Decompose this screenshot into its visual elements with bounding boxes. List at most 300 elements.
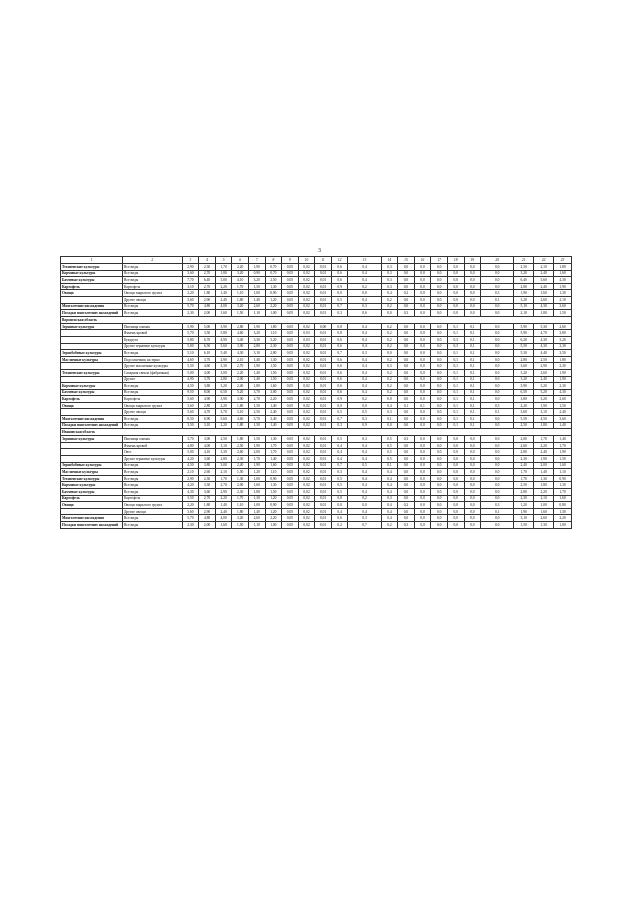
value-cell: 1,70 [554,442,572,449]
value-cell: 0,05 [282,330,299,337]
value-cell: 4,50 [182,462,199,469]
value-cell: 0,0 [447,283,464,290]
crop-variety-cell: Все виды [122,475,182,482]
value-cell: 2,70 [199,495,216,502]
value-cell: 0,0 [464,296,481,303]
value-cell: 1,80 [199,290,216,297]
value-cell: 0,0 [414,350,431,357]
value-cell: 2,50 [534,356,554,363]
crop-variety-cell: Овощи закрытого грунта [122,290,182,297]
value-cell: 3,60 [182,402,199,409]
value-cell: 0,0 [431,323,448,330]
value-cell: 0,0 [481,383,514,390]
table-row [61,508,572,515]
value-cell: 5,80 [182,336,199,343]
table-row [61,323,572,330]
value-cell: 1,70 [514,469,534,476]
value-cell: 0,0 [398,409,415,416]
value-cell: 2,40 [215,296,232,303]
value-cell: 2,20 [265,515,282,522]
value-cell: 0,1 [464,363,481,370]
value-cell: 0,2 [381,521,398,528]
value-cell: 0,01 [315,402,332,409]
value-cell: 0,0 [481,462,514,469]
table-row [61,409,572,416]
value-cell: 2,60 [248,515,265,522]
value-cell: 4,90 [199,396,216,403]
value-cell: 1,80 [232,436,249,443]
value-cell: 0,2 [398,290,415,297]
value-cell: 0,5 [381,442,398,449]
value-cell: 0,05 [282,270,299,277]
value-cell: 1,40 [248,508,265,515]
value-cell: 2,90 [182,475,199,482]
value-cell: 0,6 [331,270,348,277]
value-cell: 0,0 [481,456,514,463]
value-cell: 0,2 [381,343,398,350]
value-cell: 0,0 [398,469,415,476]
value-cell: 2,60 [534,369,554,376]
table-row [61,383,572,390]
value-cell: 0,2 [381,296,398,303]
value-cell: 3,80 [554,330,572,337]
value-cell: 2,80 [199,402,216,409]
value-cell: 0,0 [381,350,398,357]
region-row [61,429,572,436]
value-cell: 1,80 [534,310,554,317]
value-cell: 1,00 [248,475,265,482]
value-cell: 3,70 [215,409,232,416]
table-row [61,442,572,449]
value-cell: 0,0 [398,389,415,396]
value-cell: 0,0 [481,436,514,443]
value-cell: 0,02 [298,369,315,376]
value-cell: 0,0 [398,323,415,330]
value-cell: 1,90 [554,283,572,290]
value-cell: 0,0 [398,330,415,337]
value-cell: 0,02 [298,290,315,297]
value-cell: 2,20 [534,489,554,496]
value-cell: 0,4 [331,456,348,463]
value-cell: 1,30 [265,356,282,363]
value-cell: 0,05 [282,495,299,502]
value-cell: 0,05 [282,277,299,284]
value-cell: 0,0 [431,343,448,350]
value-cell: 6,40 [199,277,216,284]
value-cell: 0,0 [381,396,398,403]
value-cell: 2,10 [215,469,232,476]
crop-group-cell: Многолетние насаждения [61,515,123,522]
value-cell: 5,60 [182,396,199,403]
value-cell: 1,10 [232,502,249,509]
crop-group-cell: Зерновые культуры [61,436,123,443]
crop-group-cell [61,456,123,463]
value-cell: 1,50 [265,369,282,376]
value-cell: 0,05 [282,482,299,489]
value-cell: 1,00 [534,502,554,509]
value-cell: 9,50 [182,389,199,396]
value-cell: 0,8 [331,495,348,502]
value-cell: 1,50 [232,310,249,317]
value-cell: 0,05 [282,343,299,350]
value-cell: 4,00 [199,442,216,449]
value-cell: 1,80 [232,508,249,515]
value-cell: 2,80 [232,323,249,330]
value-cell: 0,0 [398,515,415,522]
value-cell: 1,10 [265,330,282,337]
table-row [61,521,572,528]
value-cell: 0,0 [431,508,448,515]
value-cell: 0,0 [414,449,431,456]
value-cell: 0,0 [414,270,431,277]
value-cell: 0,2 [348,396,381,403]
value-cell: 0,2 [381,303,398,310]
value-cell: 0,0 [447,508,464,515]
value-cell: 3,30 [554,343,572,350]
value-cell: 0,01 [315,436,332,443]
table-row [61,502,572,509]
value-cell: 0,3 [447,343,464,350]
value-cell: 0,05 [282,283,299,290]
value-cell: 0,05 [282,336,299,343]
value-cell: 0,0 [414,521,431,528]
value-cell: 0,5 [481,402,514,409]
value-cell: 0,0 [398,422,415,429]
value-cell: 3,50 [182,495,199,502]
value-cell: 0,4 [348,475,381,482]
table-row [61,456,572,463]
value-cell: 3,60 [514,363,534,370]
value-cell: 1,80 [232,422,249,429]
value-cell: 6,50 [215,389,232,396]
value-cell: 0,0 [481,475,514,482]
crop-variety-cell: Другие зерновые культуры [122,343,182,350]
value-cell: 0,0 [481,376,514,383]
value-cell: 2,80 [215,376,232,383]
value-cell: 5,00 [199,323,216,330]
value-cell: 0,1 [464,383,481,390]
value-cell: 0,00 [315,323,332,330]
value-cell: 0,0 [464,502,481,509]
value-cell: 6,50 [199,343,216,350]
value-cell: 0,4 [381,515,398,522]
crop-variety-cell: Картофель [122,396,182,403]
value-cell: 5,30 [534,323,554,330]
value-cell: 0,4 [348,469,381,476]
value-cell: 1,80 [232,296,249,303]
value-cell: 0,0 [431,409,448,416]
value-cell: 0,1 [447,363,464,370]
crop-group-cell: Кормовые культуры [61,270,123,277]
value-cell: 0,1 [447,330,464,337]
value-cell: 3,40 [265,416,282,423]
value-cell: 0,0 [481,283,514,290]
value-cell: 0,5 [331,436,348,443]
crop-variety-cell: Все виды [122,270,182,277]
value-cell: 0,6 [331,336,348,343]
value-cell: 1,90 [554,449,572,456]
value-cell: 0,0 [464,469,481,476]
table-row [61,336,572,343]
value-cell: 0,90 [265,290,282,297]
value-cell: 0,6 [348,310,381,317]
value-cell: 0,0 [414,363,431,370]
value-cell: 0,05 [282,363,299,370]
value-cell: 0,02 [298,270,315,277]
value-cell: 1,40 [215,290,232,297]
value-cell: 0,0 [398,475,415,482]
crop-variety-cell: Другие [122,376,182,383]
crop-group-cell: Кормовые культуры [61,482,123,489]
value-cell: 2,20 [232,369,249,376]
value-cell: 1,90 [248,442,265,449]
value-cell: 0,0 [481,482,514,489]
value-cell: 0,0 [414,264,431,271]
value-cell: 0,05 [282,469,299,476]
value-cell: 0,5 [331,296,348,303]
value-cell: 0,5 [331,489,348,496]
value-cell: 0,1 [464,369,481,376]
value-cell: 1,40 [265,456,282,463]
value-cell: 0,0 [481,363,514,370]
value-cell: 0,0 [381,310,398,317]
value-cell: 0,05 [282,521,299,528]
value-cell: 0,0 [431,449,448,456]
value-cell: 1,30 [232,475,249,482]
value-cell: 0,0 [431,277,448,284]
value-cell: 0,7 [348,521,381,528]
value-cell: 0,3 [381,363,398,370]
value-cell: 5,70 [182,515,199,522]
value-cell: 7,70 [182,277,199,284]
value-cell: 0,0 [481,489,514,496]
value-cell: 0,02 [298,462,315,469]
value-cell: 5,10 [182,350,199,357]
value-cell: 0,02 [298,350,315,357]
value-cell: 4,90 [215,336,232,343]
value-cell: 0,0 [431,515,448,522]
region-name: Воронежская область [61,316,572,323]
value-cell: 0,4 [348,330,381,337]
value-cell: 1,50 [554,402,572,409]
value-cell: 2,10 [514,310,534,317]
table-row [61,350,572,357]
value-cell: 0,02 [298,489,315,496]
value-cell: 0,0 [414,416,431,423]
value-cell: 5,30 [514,350,534,357]
value-cell: 4,70 [199,409,216,416]
table-row [61,495,572,502]
crop-variety-cell: Пшеница озимая [122,323,182,330]
value-cell: 0,0 [398,336,415,343]
value-cell: 5,50 [182,363,199,370]
value-cell: 3,80 [199,383,216,390]
value-cell: 0,02 [298,389,315,396]
value-cell: 6,40 [514,277,534,284]
value-cell: 1,80 [248,489,265,496]
column-number: 4 [199,257,216,264]
value-cell: 3,60 [182,270,199,277]
value-cell: 0,05 [282,310,299,317]
value-cell: 0,3 [348,436,381,443]
value-cell: 2,20 [554,515,572,522]
value-cell: 4,30 [554,277,572,284]
value-cell: 1,90 [554,376,572,383]
value-cell: 5,50 [514,343,534,350]
value-cell: 0,3 [398,436,415,443]
value-cell: 0,3 [348,416,381,423]
value-cell: 1,80 [199,502,216,509]
value-cell: 1,60 [534,290,554,297]
value-cell: 1,70 [215,264,232,271]
value-cell: 2,20 [534,442,554,449]
crop-group-cell: Овощи [61,402,123,409]
value-cell: 1,50 [248,402,265,409]
value-cell: 2,30 [554,363,572,370]
value-cell: 1,40 [248,296,265,303]
value-cell: 0,4 [381,502,398,509]
value-cell: 0,01 [315,442,332,449]
column-number: 14 [381,257,398,264]
value-cell: 0,05 [282,323,299,330]
value-cell: 1,00 [248,290,265,297]
value-cell: 1,90 [554,369,572,376]
value-cell: 3,70 [248,389,265,396]
value-cell: 0,0 [398,416,415,423]
value-cell: 0,2 [381,376,398,383]
value-cell: 0,02 [298,356,315,363]
crop-variety-cell: Все виды [122,521,182,528]
value-cell: 1,40 [554,422,572,429]
value-cell: 2,60 [248,303,265,310]
value-cell: 1,50 [248,283,265,290]
value-cell: 0,0 [447,456,464,463]
value-cell: 1,10 [554,469,572,476]
crop-group-cell: Бахчевые культуры [61,389,123,396]
value-cell: 2,20 [182,502,199,509]
value-cell: 3,20 [514,270,534,277]
crop-variety-cell: Сахарная свекла (фабричная) [122,369,182,376]
value-cell: 0,5 [331,409,348,416]
crop-variety-cell: Все виды [122,277,182,284]
value-cell: 0,4 [381,402,398,409]
value-cell: 3,60 [554,303,572,310]
value-cell: 0,02 [298,482,315,489]
value-cell: 0,4 [381,482,398,489]
value-cell: 0,0 [398,264,415,271]
value-cell: 0,0 [348,502,381,509]
value-cell: 0,4 [331,508,348,515]
value-cell: 0,4 [348,508,381,515]
value-cell: 0,0 [331,290,348,297]
column-number: 21 [514,257,534,264]
value-cell: 0,01 [315,356,332,363]
value-cell: 2,30 [514,456,534,463]
value-cell: 0,0 [464,475,481,482]
value-cell: 0,3 [481,502,514,509]
value-cell: 5,00 [182,369,199,376]
value-cell: 3,20 [215,383,232,390]
value-cell: 2,70 [199,283,216,290]
value-cell: 0,0 [414,389,431,396]
table-row [61,489,572,496]
value-cell: 0,2 [331,521,348,528]
value-cell: 1,80 [265,323,282,330]
value-cell: 1,50 [248,436,265,443]
crop-variety-cell: Другие зерновые культуры [122,456,182,463]
value-cell: 0,0 [431,456,448,463]
value-cell: 0,0 [464,456,481,463]
value-cell: 2,90 [215,489,232,496]
value-cell: 8,00 [199,389,216,396]
value-cell: 1,40 [554,436,572,443]
value-cell: 1,40 [248,356,265,363]
table-row [61,310,572,317]
crop-variety-cell: Все виды [122,422,182,429]
column-number: 22 [534,257,554,264]
value-cell: 3,20 [232,270,249,277]
value-cell: 1,10 [248,521,265,528]
value-cell: 0,0 [464,442,481,449]
column-number: 3 [182,257,199,264]
value-cell: 0,01 [315,489,332,496]
value-cell: 0,05 [282,383,299,390]
value-cell: 0,1 [481,409,514,416]
value-cell: 1,50 [265,363,282,370]
value-cell: 0,2 [381,369,398,376]
crop-group-cell: Посадки многолетних насаждений [61,422,123,429]
crop-variety-cell: Ячмень яровой [122,330,182,337]
value-cell: 0,0 [431,330,448,337]
value-cell: 5,70 [182,303,199,310]
value-cell: 0,02 [298,436,315,443]
value-cell: 0,02 [298,409,315,416]
value-cell: 1,80 [248,383,265,390]
value-cell: 0,0 [398,283,415,290]
value-cell: 2,20 [215,283,232,290]
value-cell: 0,0 [431,264,448,271]
value-cell: 0,1 [464,402,481,409]
value-cell: 3,50 [182,422,199,429]
region-row [61,316,572,323]
value-cell: 0,0 [447,489,464,496]
value-cell: 2,80 [514,356,534,363]
value-cell: 0,0 [464,495,481,502]
value-cell: 0,4 [348,376,381,383]
value-cell: 0,1 [398,402,415,409]
value-cell: 0,05 [282,422,299,429]
value-cell: 0,4 [348,363,381,370]
table-row [61,416,572,423]
value-cell: 0,3 [348,515,381,522]
value-cell: 0,0 [431,376,448,383]
value-cell: 0,0 [447,264,464,271]
value-cell: 0,1 [481,508,514,515]
value-cell: 3,10 [514,515,534,522]
value-cell: 1,90 [514,508,534,515]
crop-group-cell [61,376,123,383]
value-cell: 0,02 [298,508,315,515]
value-cell: 0,05 [282,436,299,443]
value-cell: 1,60 [554,495,572,502]
value-cell: 0,6 [331,369,348,376]
crop-group-cell: Картофель [61,495,123,502]
value-cell: 0,7 [331,462,348,469]
norms-table [60,256,572,529]
value-cell: 5,00 [182,449,199,456]
value-cell: 0,0 [447,270,464,277]
value-cell: 2,00 [232,376,249,383]
